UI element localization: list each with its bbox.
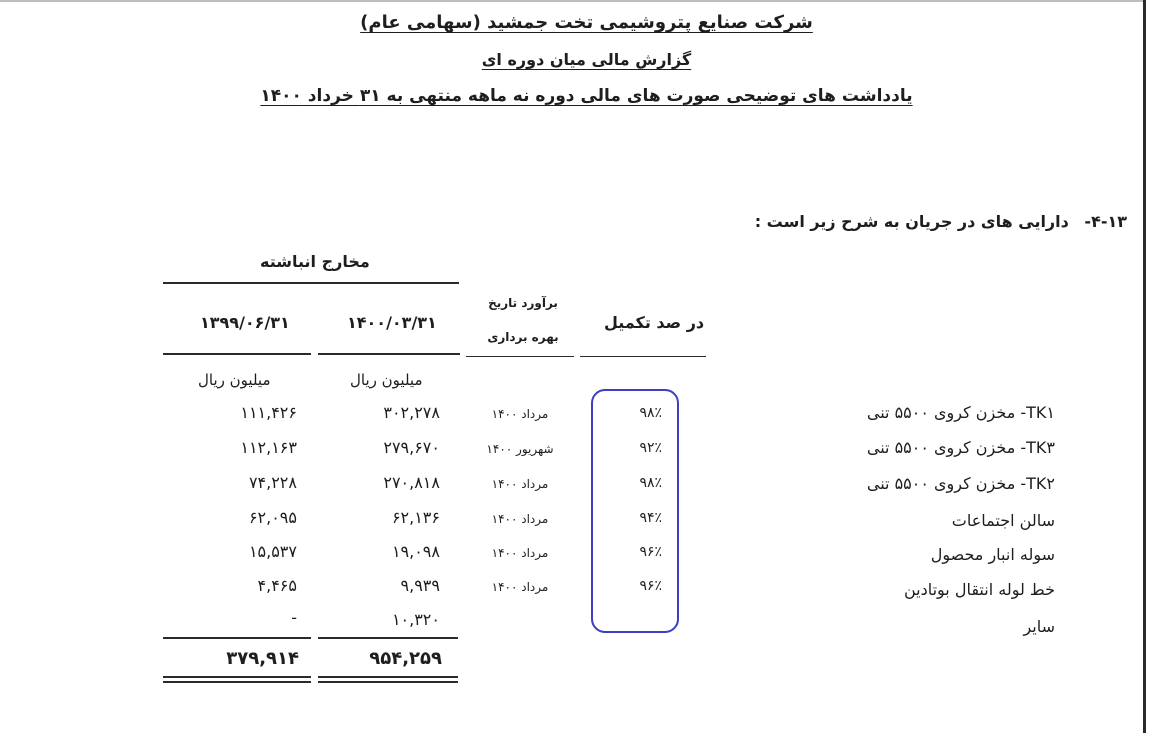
total-prior-double-rule-2 [163,681,311,683]
report-title: گزارش مالی میان دوره ای [481,50,692,69]
row-label: سوله انبار محصول [930,545,1055,564]
group-header-rule [163,282,459,284]
current-cell: ۶۲,۱۳۶ [391,508,440,527]
notes-title: یادداشت های توضیحی صورت های مالی دوره نه ماهه منتهی به ۳۱ خرداد ۱۴۰۰ [260,86,913,106]
estimate-cell: مرداد ۱۴۰۰ [491,512,549,526]
total-prior-rule [163,637,311,639]
current-cell: ۱۹,۰۹۸ [391,542,440,561]
current-cell: ۲۷۰,۸۱۸ [383,473,440,492]
col-current-period-header: ۱۴۰۰/۰۳/۳۱ [347,313,437,332]
completion-header-rule [580,356,706,357]
unit-prior: میلیون ریال [198,371,271,389]
current-header-rule [318,353,460,355]
prior-cell: - [291,608,297,627]
completion-cell: ۹۸٪ [639,475,662,491]
prior-cell: ۴,۴۶۵ [257,576,297,595]
current-cell: ۱۰,۳۲۰ [391,610,440,629]
prior-cell: ۱۱۱,۴۲۶ [240,403,297,422]
completion-cell: ۹۶٪ [639,578,662,594]
total-current-rule [318,637,458,639]
row-label: TK۲- مخزن کروی ۵۵۰۰ تنی [866,474,1055,493]
completion-cell: ۹۶٪ [639,544,662,560]
prior-cell: ۱۵,۵۳۷ [248,542,297,561]
row-label: سالن اجتماعات [951,511,1055,530]
row-label: TK۱- مخزن کروی ۵۵۰۰ تنی [866,403,1055,422]
total-prior: ۳۷۹,۹۱۴ [226,648,299,669]
col-estimate-header-line2: بهره برداری [487,330,559,344]
highlight-box [591,389,679,633]
prior-cell: ۶۲,۰۹۵ [248,508,297,527]
col-prior-period-header: ۱۳۹۹/۰۶/۳۱ [200,313,290,332]
estimate-cell: مرداد ۱۴۰۰ [491,477,549,491]
unit-current: میلیون ریال [350,371,423,389]
page-top-edge [0,0,1146,2]
section-heading [755,212,1127,231]
estimate-cell: مرداد ۱۴۰۰ [491,407,549,421]
total-current-double-rule-1 [318,676,458,678]
col-completion-header: در صد تکمیل [604,313,705,332]
section-number: ۴-۱۳- [1084,212,1127,231]
prior-cell: ۱۱۲,۱۶۳ [240,438,297,457]
current-cell: ۳۰۲,۲۷۸ [383,403,440,422]
estimate-header-rule [466,356,574,357]
total-prior-double-rule-1 [163,676,311,678]
company-title: شرکت صنایع پتروشیمی تخت جمشید (سهامی عام) [360,12,813,33]
prior-cell: ۷۴,۲۲۸ [248,473,297,492]
total-current-double-rule-2 [318,681,458,683]
row-label: TK۳- مخزن کروی ۵۵۰۰ تنی [866,438,1055,457]
section-text: دارایی های در جریان به شرح زیر است : [754,212,1069,231]
estimate-cell: مرداد ۱۴۰۰ [491,580,549,594]
estimate-cell: شهریور ۱۴۰۰ [486,442,554,456]
col-estimate-header-line1: برآورد تاریخ [488,296,558,310]
row-label: سایر [1023,617,1055,636]
completion-cell: ۹۲٪ [639,440,662,456]
estimate-cell: مرداد ۱۴۰۰ [491,546,549,560]
current-cell: ۲۷۹,۶۷۰ [383,438,440,457]
current-cell: ۹,۹۳۹ [400,576,440,595]
completion-cell: ۹۸٪ [639,405,662,421]
accumulated-costs-header: مخارج انباشته [260,252,370,271]
prior-header-rule [163,353,311,355]
row-label: خط لوله انتقال بوتادین [903,580,1055,599]
page-right-edge [1143,0,1146,733]
completion-cell: ۹۴٪ [639,510,662,526]
total-current: ۹۵۴,۲۵۹ [369,648,442,669]
